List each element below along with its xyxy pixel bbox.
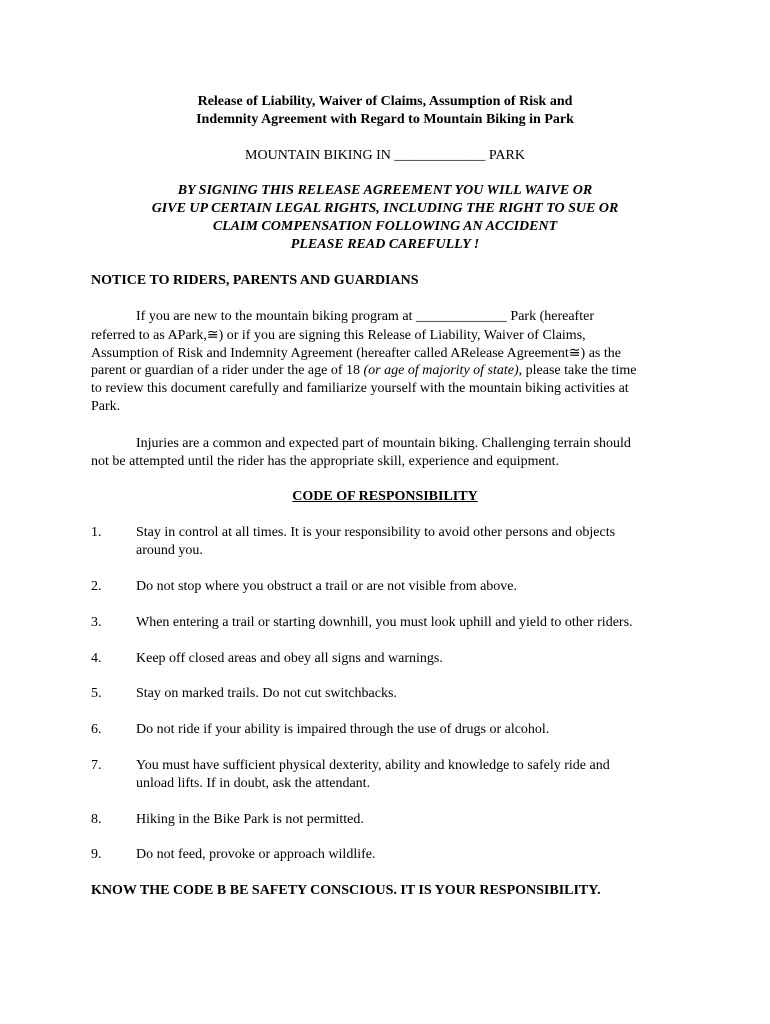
paragraph-1-line-4 [91, 363, 636, 379]
code-item-number: 3. [91, 615, 102, 630]
code-item-text: Do not stop where you obstruct a trail or are not visible from above. [136, 579, 518, 594]
document-subtitle: MOUNTAIN BIKING IN _____________ PARK [245, 148, 525, 163]
code-item-text: Hiking in the Bike Park is not permitted. [136, 812, 364, 827]
warning-line-1: BY SIGNING THIS RELEASE AGREEMENT YOU WILL WAIVE OR [177, 183, 593, 198]
paragraph-1-line-1: If you are new to the mountain biking program at _____________ Park (hereafter [136, 309, 594, 324]
warning-line-4: PLEASE READ CAREFULLY ! [290, 237, 480, 252]
code-item-number: 8. [91, 812, 102, 827]
closing-statement: KNOW THE CODE B BE SAFETY CONSCIOUS. IT IS YOUR RESPONSIBILITY. [91, 883, 601, 898]
document-title-line-2: Indemnity Agreement with Regard to Mountain Biking in Park [196, 112, 574, 127]
code-item-text: Stay in control at all times. It is your responsibility to avoid other persons and objects [136, 525, 616, 540]
paragraph-1-line-4-c: , please take the time [518, 363, 637, 378]
paragraph-1-line-2: referred to as APark,≅) or if you are signing this Release of Liability, Waiver of Claims, [91, 328, 586, 343]
paragraph-2-line-1: Injuries are a common and expected part of mountain biking. Challenging terrain should [136, 436, 631, 451]
document-title-line-1: Release of Liability, Waiver of Claims, Assumption of Risk and [197, 94, 573, 109]
code-item-number: 6. [91, 722, 102, 737]
notice-heading: NOTICE TO RIDERS, PARENTS AND GUARDIANS [91, 273, 419, 288]
paragraph-1-line-4-a: parent or guardian of a rider under the age of 18 [91, 363, 364, 378]
code-item-number: 2. [91, 579, 102, 594]
code-item-text-continued: around you. [136, 543, 203, 558]
code-heading: CODE OF RESPONSIBILITY [292, 489, 478, 504]
code-item-text: You must have sufficient physical dexterity, ability and knowledge to safely ride and [136, 758, 610, 773]
code-item-text: Keep off closed areas and obey all signs and warnings. [136, 651, 443, 666]
paragraph-1-line-3: Assumption of Risk and Indemnity Agreement (hereafter called ARelease Agreement≅) as the [91, 346, 621, 361]
code-item-number: 5. [91, 686, 102, 701]
code-item-text: When entering a trail or starting downhill, you must look uphill and yield to other riders. [136, 615, 633, 630]
paragraph-1-line-5: to review this document carefully and familiarize yourself with the mountain biking activities at [91, 381, 629, 396]
code-item-number: 1. [91, 525, 102, 540]
code-item-text-continued: unload lifts. If in doubt, ask the attendant. [136, 776, 371, 791]
warning-line-3: CLAIM COMPENSATION FOLLOWING AN ACCIDENT [212, 219, 558, 234]
code-item-number: 9. [91, 847, 102, 862]
code-item-text: Do not ride if your ability is impaired through the use of drugs or alcohol. [136, 722, 550, 737]
warning-line-2: GIVE UP CERTAIN LEGAL RIGHTS, INCLUDING THE RIGHT TO SUE OR [151, 201, 619, 216]
paragraph-2-line-2: not be attempted until the rider has the appropriate skill, experience and equipment. [91, 454, 560, 469]
paragraph-1-line-6: Park. [91, 399, 121, 414]
paragraph-1-line-4-italic: (or age of majority of state) [363, 363, 519, 378]
code-item-text: Stay on marked trails. Do not cut switchbacks. [136, 686, 397, 701]
code-item-text: Do not feed, provoke or approach wildlife. [136, 847, 376, 862]
code-item-number: 7. [91, 758, 102, 773]
code-item-number: 4. [91, 651, 102, 666]
